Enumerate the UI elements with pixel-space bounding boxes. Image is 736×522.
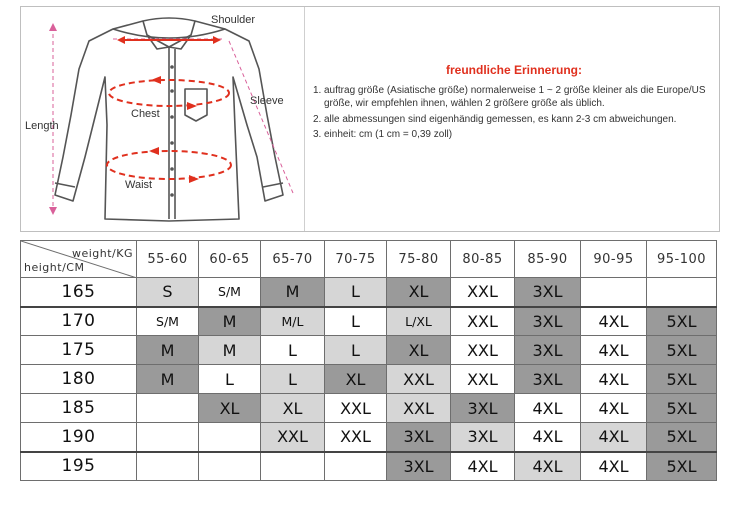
height-cell: 190 — [21, 423, 137, 452]
size-cell: L/XL — [387, 307, 451, 336]
size-cell: L — [261, 336, 325, 365]
size-cell: XXL — [451, 278, 515, 307]
weight-axis-label: weight/KG — [71, 247, 133, 260]
size-cell: 4XL — [581, 452, 647, 481]
size-cell: L — [199, 365, 261, 394]
shirt-measurement-diagram — [21, 7, 303, 231]
size-cell: 4XL — [515, 394, 581, 423]
size-cell: 3XL — [387, 452, 451, 481]
table-row — [21, 365, 717, 394]
height-cell: 170 — [21, 307, 137, 336]
size-cell: XXL — [451, 336, 515, 365]
size-cell: M — [199, 336, 261, 365]
size-cell: XL — [387, 336, 451, 365]
table-row — [21, 278, 717, 307]
size-cell: 3XL — [451, 423, 515, 452]
size-cell: 4XL — [581, 365, 647, 394]
size-cell: S — [137, 278, 199, 307]
reminder-item — [313, 113, 715, 126]
size-cell: XXL — [451, 307, 515, 336]
size-cell: 3XL — [515, 307, 581, 336]
reminder-box — [313, 63, 715, 143]
size-cell: 4XL — [581, 336, 647, 365]
weight-header-70-75: 70-75 — [325, 241, 387, 278]
size-cell — [137, 423, 199, 452]
size-table-body — [21, 278, 717, 481]
size-cell: XXL — [325, 423, 387, 452]
reminder-item — [313, 128, 715, 141]
height-cell: 165 — [21, 278, 137, 307]
weight-header-90-95: 90-95 — [581, 241, 647, 278]
size-cell: S/M — [199, 278, 261, 307]
size-cell: 5XL — [647, 394, 717, 423]
weight-header-75-80: 75-80 — [387, 241, 451, 278]
size-cell: 5XL — [647, 423, 717, 452]
size-cell: 4XL — [581, 423, 647, 452]
table-row — [21, 423, 717, 452]
size-cell: 4XL — [515, 452, 581, 481]
table-row — [21, 452, 717, 481]
size-cell: L — [325, 307, 387, 336]
table-corner-cell — [21, 241, 137, 278]
reminder-item-text: alle abmessungen sind eigenhändig gemessen, es kann 2-3 cm abweichungen. — [324, 113, 677, 125]
table-row — [21, 394, 717, 423]
height-cell: 185 — [21, 394, 137, 423]
size-cell: 3XL — [515, 336, 581, 365]
size-cell: 3XL — [451, 394, 515, 423]
size-cell: XL — [199, 394, 261, 423]
weight-header-95-100: 95-100 — [647, 241, 717, 278]
size-cell: XXL — [387, 365, 451, 394]
waist-label: Waist — [125, 179, 153, 191]
size-cell: 5XL — [647, 365, 717, 394]
measurement-info-panel — [20, 6, 720, 232]
length-label: Length — [25, 120, 59, 132]
size-cell: L — [325, 336, 387, 365]
weight-header-85-90: 85-90 — [515, 241, 581, 278]
size-cell — [581, 278, 647, 307]
size-cell: S/M — [137, 307, 199, 336]
size-cell: XL — [325, 365, 387, 394]
size-cell — [325, 452, 387, 481]
table-row — [21, 307, 717, 336]
size-cell: 4XL — [515, 423, 581, 452]
reminder-title: freundliche Erinnerung: — [445, 63, 582, 77]
size-cell: M — [137, 336, 199, 365]
chest-label: Chest — [131, 108, 160, 120]
sleeve-label: Sleeve — [250, 95, 284, 107]
height-axis-label: height/CM — [24, 261, 85, 274]
size-cell: 5XL — [647, 452, 717, 481]
size-cell: 4XL — [581, 394, 647, 423]
height-cell: 175 — [21, 336, 137, 365]
reminder-item-text: einheit: cm (1 cm = 0,39 zoll) — [324, 128, 453, 140]
size-cell: XXL — [261, 423, 325, 452]
size-cell: 4XL — [581, 307, 647, 336]
size-cell: XXL — [387, 394, 451, 423]
size-cell — [261, 452, 325, 481]
reminder-list — [313, 84, 715, 141]
size-cell — [137, 394, 199, 423]
size-cell: L — [325, 278, 387, 307]
reminder-item — [313, 84, 715, 111]
weight-header-55-60: 55-60 — [137, 241, 199, 278]
size-cell: XXL — [451, 365, 515, 394]
weight-header-80-85: 80-85 — [451, 241, 515, 278]
weight-header-row — [21, 241, 717, 278]
size-cell: M — [137, 365, 199, 394]
reminder-item-text: auftrag größe (Asiatische größe) normalerweise 1 ~ 2 größe kleiner als die Europe/US größe, wir empfehlen ihnen, wählen 2 größere größe als üblich. — [324, 85, 706, 110]
reminder-item-number: 2. — [313, 113, 322, 125]
height-cell: 180 — [21, 365, 137, 394]
weight-header-65-70: 65-70 — [261, 241, 325, 278]
size-cell — [647, 278, 717, 307]
table-row — [21, 336, 717, 365]
size-cell — [199, 452, 261, 481]
height-cell: 195 — [21, 452, 137, 481]
panel-divider — [304, 7, 305, 231]
size-cell — [137, 452, 199, 481]
size-cell: 5XL — [647, 336, 717, 365]
size-cell: XL — [261, 394, 325, 423]
size-cell: 3XL — [515, 278, 581, 307]
shirt-outline-icon — [21, 7, 303, 231]
size-cell — [199, 423, 261, 452]
size-cell: M — [199, 307, 261, 336]
shoulder-label: Shoulder — [211, 14, 256, 26]
weight-header-60-65: 60-65 — [199, 241, 261, 278]
size-cell: XXL — [325, 394, 387, 423]
size-cell: M — [261, 278, 325, 307]
reminder-item-number: 1. — [313, 85, 322, 96]
size-cell: XL — [387, 278, 451, 307]
size-cell: 3XL — [387, 423, 451, 452]
size-cell: 4XL — [451, 452, 515, 481]
size-chart-table — [20, 240, 717, 481]
size-cell: M/L — [261, 307, 325, 336]
size-cell: L — [261, 365, 325, 394]
size-cell: 5XL — [647, 307, 717, 336]
size-cell: 3XL — [515, 365, 581, 394]
reminder-item-number: 3. — [313, 128, 322, 140]
